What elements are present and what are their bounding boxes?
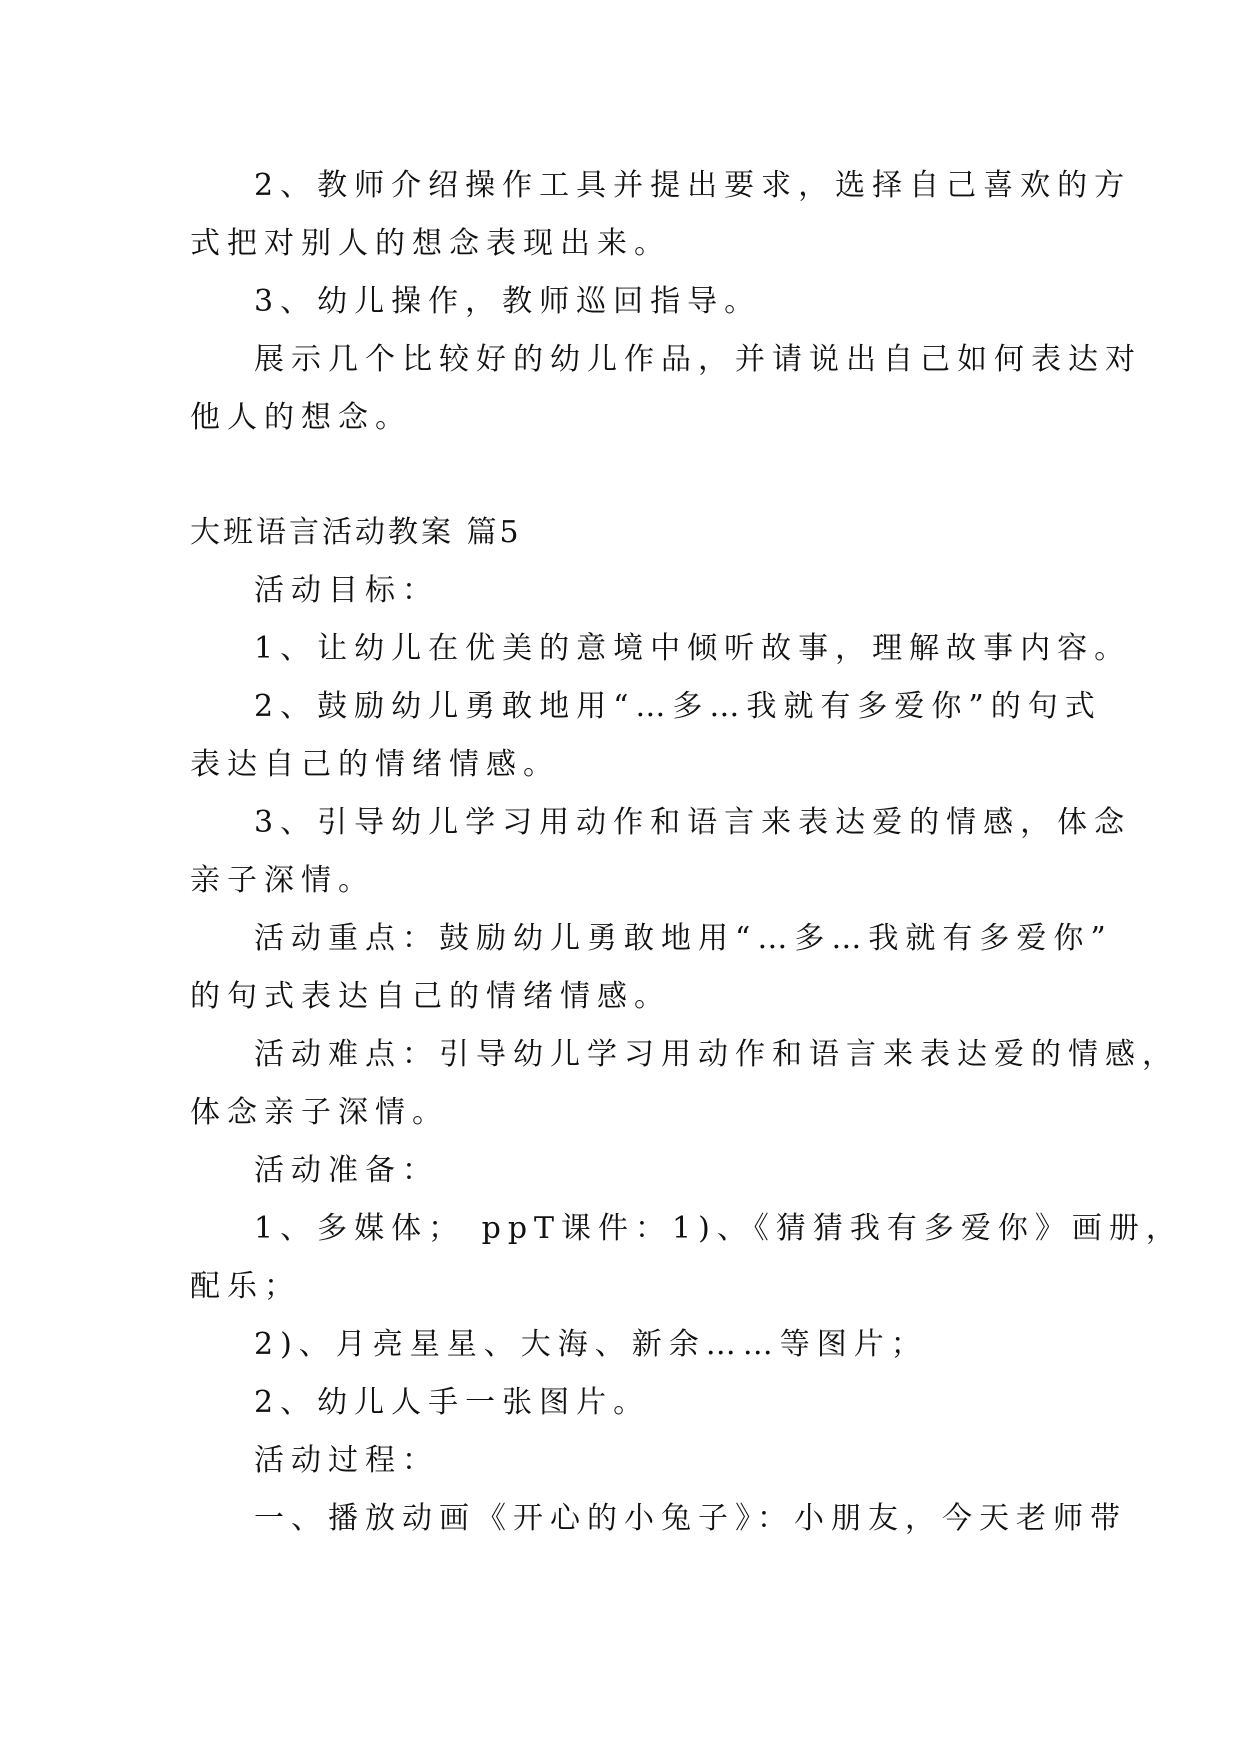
paragraph-line: 式把对别人的想念表现出来。 [190, 226, 671, 261]
paragraph-line: 1、多媒体； ppT课件：1)、《猜猜我有多爱你》画册， [254, 1211, 1183, 1246]
paragraph-line: 活动重点：鼓励幼儿勇敢地用“…多…我就有多爱你” [254, 921, 1113, 956]
paragraph-line: 的句式表达自己的情绪情感。 [190, 979, 671, 1014]
paragraph-line: 3、引导幼儿学习用动作和语言来表达爱的情感，体念 [254, 805, 1132, 840]
paragraph-line: 亲子深情。 [190, 863, 375, 898]
paragraph-line: 活动过程： [254, 1443, 439, 1478]
paragraph-line: 配乐； [190, 1269, 301, 1304]
paragraph-line: 活动准备： [254, 1153, 439, 1188]
paragraph-line: 他人的想念。 [190, 400, 412, 435]
paragraph-line: 活动难点：引导幼儿学习用动作和语言来表达爱的情感， [254, 1037, 1179, 1072]
paragraph-line: 2、教师介绍操作工具并提出要求，选择自己喜欢的方 [254, 168, 1132, 203]
paragraph-line: 2)、月亮星星、大海、新余……等图片； [254, 1327, 928, 1362]
paragraph-line: 一、播放动画《开心的小兔子》：小朋友，今天老师带 [254, 1501, 1127, 1536]
paragraph-line: 活动目标： [254, 573, 439, 608]
paragraph-line: 1、让幼儿在优美的意境中倾听故事，理解故事内容。 [254, 631, 1132, 666]
paragraph-line: 表达自己的情绪情感。 [190, 747, 560, 782]
paragraph-line: 2、鼓励幼儿勇敢地用“…多…我就有多爱你”的句式 [254, 689, 1102, 724]
paragraph-line: 展示几个比较好的幼儿作品，并请说出自己如何表达对 [254, 342, 1142, 377]
paragraph-line: 体念亲子深情。 [190, 1095, 449, 1130]
paragraph-line: 3、幼儿操作，教师巡回指导。 [254, 284, 762, 319]
section-heading: 大班语言活动教案 篇5 [190, 515, 522, 550]
paragraph-line: 2、幼儿人手一张图片。 [254, 1385, 651, 1420]
